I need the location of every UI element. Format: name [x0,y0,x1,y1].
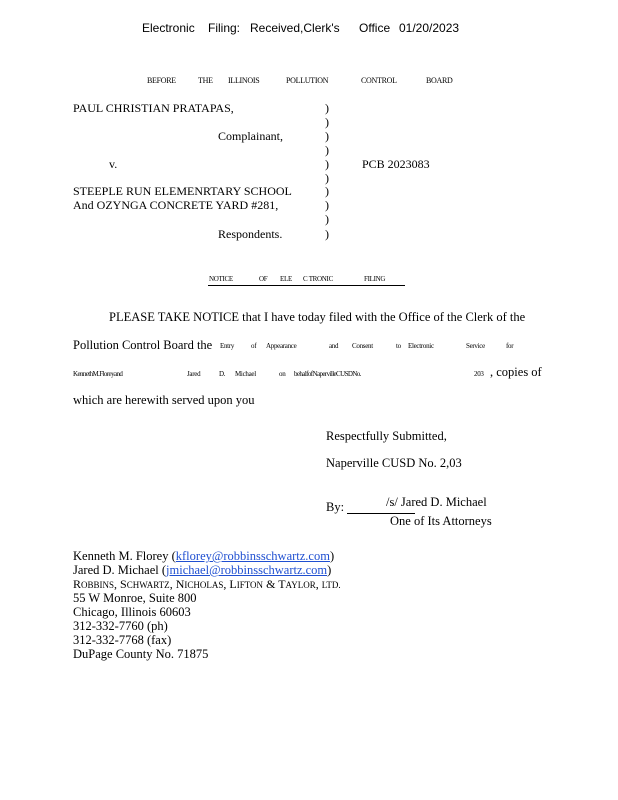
michael-email-link[interactable]: jmichael@robbinsschwartz.com [166,563,328,577]
body-line-2-word: to [396,342,401,350]
respondents-label: Respondents. [218,227,283,241]
board-caption-word: THE [198,76,213,85]
caption-paren: ) [325,184,329,198]
body-line-2-word: Appearance [266,342,297,350]
complainant-label: Complainant, [218,129,283,143]
filing-stamp-office: Office [359,21,391,35]
florey-email-link[interactable]: kflorey@robbinsschwartz.com [175,549,330,563]
caption-paren: ) [325,157,329,171]
notice-title-word: C TRONIC [303,275,333,283]
firm-phone: 312-332-7760 (ph) [73,619,168,633]
notice-title-word: OF [259,275,268,283]
case-number: PCB 2023083 [362,157,430,171]
filing-stamp-received: Received,Clerk's [250,21,340,35]
caption-paren: ) [325,143,329,157]
complainant-name: PAUL CHRISTIAN PRATAPAS, [73,101,234,115]
law-firm-name: ROBBINS, SCHWARTZ, NICHOLAS, LIFTON & TAYLOR, LTD. [73,577,341,591]
body-line-2-word: of [251,342,257,350]
firm-county-number: DuPage County No. 71875 [73,647,209,661]
caption-paren: ) [325,129,329,143]
body-line-2-word: Consent [352,342,373,350]
signature-text: /s/ Jared D. Michael [386,495,487,509]
body-line-3-word: behalfofNapervilleCUSDNo. [294,370,361,378]
notice-title-word: FILING [364,275,386,283]
filing-stamp-filing: Filing: [208,21,241,35]
body-line-2-word: Entry [220,342,235,350]
board-caption-word: ILLINOIS [228,76,260,85]
signature-title: One of Its Attorneys [390,514,492,528]
respondent-line-1: STEEPLE RUN ELEMENRTARY SCHOOL [73,184,292,198]
attorney-florey-name: Kenneth M. Florey ( [73,549,176,563]
firm-fax: 312-332-7768 (fax) [73,633,172,647]
board-caption-word: BOARD [426,76,453,85]
close-paren: ) [329,549,335,563]
caption-paren: ) [325,212,329,226]
firm-address-1: 55 W Monroe, Suite 800 [73,591,197,605]
body-line-2-start: Pollution Control Board the [73,338,213,352]
attorney-michael-name: Jared D. Michael ( [73,563,167,577]
notice-title-underline [208,285,405,286]
attorney-michael [73,563,331,578]
firm-address-2: Chicago, Illinois 60603 [73,605,191,619]
board-caption-word: POLLUTION [286,76,329,85]
filing-stamp-electronic: Electronic [142,21,195,35]
attorney-florey [73,549,334,564]
body-line-2-word: for [506,342,514,350]
by-label: By: [326,500,345,514]
body-line-3-word: Jared [187,370,201,378]
caption-paren: ) [325,227,329,241]
body-line-3-word: D. [219,370,226,378]
body-line-2-word: and [329,342,339,350]
body-line-3-word: 203 [474,370,484,378]
body-line-3-word: on [279,370,286,378]
caption-paren: ) [325,115,329,129]
body-line-2-word: Service [466,342,485,350]
caption-paren: ) [325,101,329,115]
body-line-3-word: KennethM.Floreyand [73,370,123,378]
notice-title-word: NOTICE [209,275,233,283]
notice-title-word: ELE [280,275,292,283]
respectfully-submitted: Respectfully Submitted, [326,429,447,443]
caption-paren: ) [325,171,329,185]
body-line-4: which are herewith served upon you [73,393,255,407]
caption-paren: ) [325,198,329,212]
body-line-3-word: Michael [235,370,256,378]
board-caption-word: BEFORE [147,76,176,85]
body-line-3-end: , copies of [490,365,542,379]
filing-stamp-date: 01/20/2023 [399,21,460,35]
body-line-2-word: Electronic [408,342,434,350]
respondent-line-2: And OZYNGA CONCRETE YARD #281, [73,198,279,212]
party-name: Naperville CUSD No. 2,03 [326,456,462,470]
versus-label: v. [109,157,118,171]
close-paren: ) [327,563,332,577]
body-line-1: PLEASE TAKE NOTICE that I have today filed with the Office of the Clerk of the [109,310,526,324]
board-caption-word: CONTROL [361,76,397,85]
